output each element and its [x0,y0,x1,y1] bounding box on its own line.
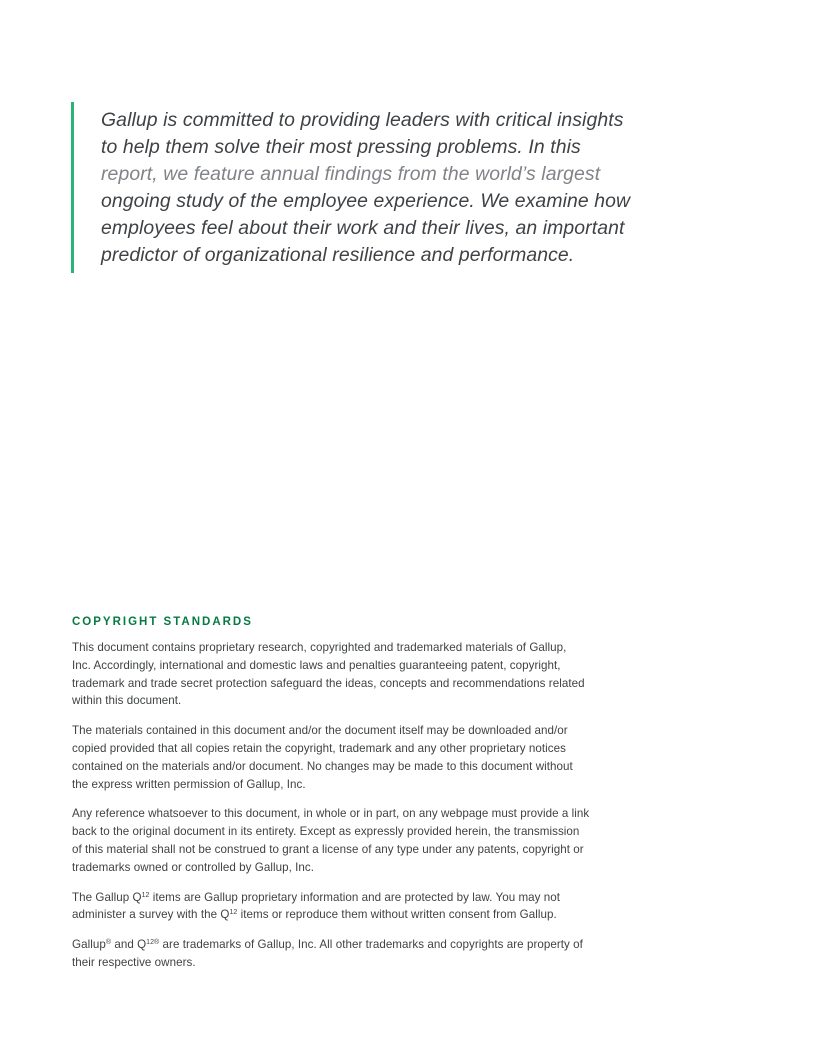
copyright-paragraph [72,722,612,793]
copyright-heading: COPYRIGHT STANDARDS [72,616,253,628]
copyright-line: within this document. [72,694,182,708]
copyright-paragraphs [72,639,612,972]
copyright-line: Inc. Accordingly, international and domestic laws and penalties guaranteeing patent, copyright, [72,658,561,672]
quote-line: employees feel about their work and their lives, an important [101,216,625,239]
copyright-line: the express written permission of Gallup, Inc. [72,777,306,791]
pull-quote [71,102,630,273]
copyright-line: back to the original document in its entirety. Except as expressly provided herein, the transmission [72,825,580,839]
quote-line: to help them solve their most pressing problems. In this [101,135,581,158]
quote-line: predictor of organizational resilience and performance. [101,243,575,266]
quote-line: ongoing study of the employee experience. We examine how [101,189,631,212]
quote-lines [101,107,630,268]
copyright-line: contained on the materials and/or document. No changes may be made to this document without [72,759,573,773]
copyright-line: trademarks owned or controlled by Gallup, Inc. [72,860,315,874]
copyright-paragraph [72,889,612,925]
copyright-line: copied provided that all copies retain the copyright, trademark and any other proprietary notices [72,741,566,755]
quote-line: Gallup is committed to providing leaders with critical insights [101,109,624,131]
copyright-section [72,616,612,984]
copyright-line: The Gallup $Q^{12}$ items are Gallup proprietary information and are protected by law. You may not [72,890,561,904]
copyright-paragraph [72,805,612,876]
copyright-line: their respective owners. [72,955,196,969]
copyright-paragraph [72,639,612,710]
copyright-line: Gallup® and $Q^{12®}$ are trademarks of Gallup, Inc. All other trademarks and copyrights are property of [72,938,583,952]
copyright-line: administer a survey with the $Q^{12}$ items or reproduce them without written consent from Gallup. [72,908,557,922]
quote-line: report, we feature annual findings from the world’s largest [101,162,601,185]
copyright-line: The materials contained in this document and/or the document itself may be downloaded and/or [72,724,568,738]
copyright-line: of this material shall not be construed to grant a license of any type under any patents, copyright or [72,842,584,856]
copyright-paragraph [72,936,612,972]
copyright-line: trademark and trade secret protection safeguard the ideas, concepts and recommendations related [72,676,585,690]
copyright-line: Any reference whatsoever to this document, in whole or in part, on any webpage must provide a link [72,807,590,821]
copyright-line: This document contains proprietary research, copyrighted and trademarked materials of Gallup, [72,641,567,654]
